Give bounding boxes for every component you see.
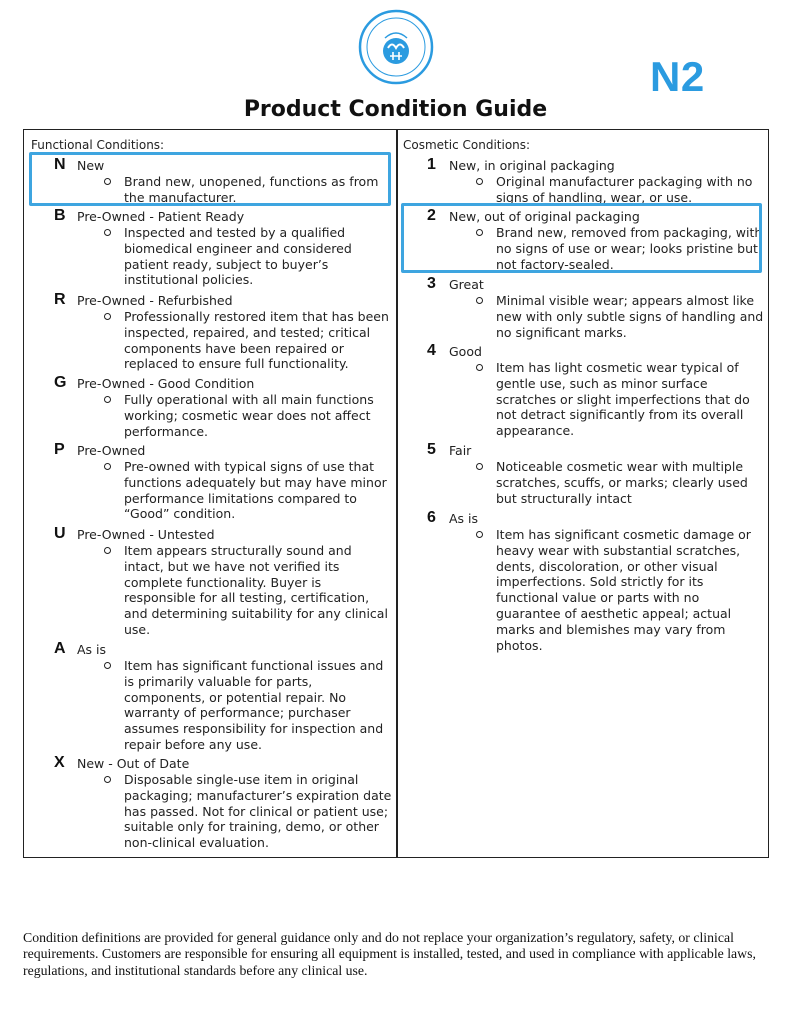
condition-label: Pre-Owned - Untested (77, 527, 215, 542)
condition-code: R (54, 291, 66, 308)
bullet-icon (104, 776, 111, 783)
condition-description: Fully operational with all main functions working; cosmetic wear does not affect performance. (124, 392, 374, 439)
condition-code: P (54, 441, 65, 458)
condition-description: Item has significant functional issues and is primarily valuable for parts, components, or potential repair. No warranty of performance; purchaser assumes responsibility for inspection and repair before any use. (124, 658, 384, 752)
bullet-icon (476, 297, 483, 304)
condition-label: Good (449, 344, 482, 359)
disclaimer-text: Condition definitions are provided for general guidance only and do not replace your organization’s regulatory, safety, or clinical requirements. Customers are responsible for ensuring all equipment is installed, tested, and used in compliance with applicable laws, regulations, and institutional standards before any clinical use. (23, 930, 756, 978)
logo-graphic (357, 8, 435, 86)
condition-description: Item has significant cosmetic damage or heavy wear with substantial scratches, dents, discoloration, or other visual imperfections. Sold strictly for its functional value or parts with no guarantee of aesthetic appeal; actual marks and blemishes may vary from photos. (496, 527, 751, 653)
condition-description: Pre-owned with typical signs of use that functions adequately but may have minor performance limitations compared to “Good” condition. (124, 459, 387, 522)
column-divider (396, 130, 398, 857)
bullet-icon (476, 364, 483, 371)
condition-description: Noticeable cosmetic wear with multiple scratches, scuffs, or marks; clearly used but structurally intact (496, 459, 748, 506)
condition-code: 2 (427, 207, 436, 224)
condition-label: New, out of original packaging (449, 209, 640, 224)
condition-code: A (54, 640, 66, 657)
condition-description: Professionally restored item that has been inspected, repaired, and tested; critical components have been repaired or replaced to ensure full functionality. (124, 309, 389, 372)
condition-description: Disposable single-use item in original packaging; manufacturer’s expiration date has passed. Not for clinical or patient use; suitable only for training, demo, or other non-clinical evaluation. (124, 772, 392, 851)
bullet-icon (104, 396, 111, 403)
condition-label: Pre-Owned - Refurbished (77, 293, 233, 308)
cosmetic-heading: Cosmetic Conditions: (403, 138, 531, 152)
condition-description: Inspected and tested by a qualified biomedical engineer and considered patient ready, subject to buyer’s institutional policies. (124, 225, 352, 288)
bullet-icon (104, 547, 111, 554)
condition-code: 3 (427, 275, 436, 292)
drpals-logo (357, 8, 435, 86)
condition-label: New (77, 158, 105, 173)
condition-description: Item has light cosmetic wear typical of gentle use, such as minor surface scratches or slight imperfections that do not detract significantly from its overall appearance. (496, 360, 750, 439)
condition-label: Pre-Owned - Good Condition (77, 376, 255, 391)
condition-description: Brand new, removed from packaging, with no signs of use or wear; looks pristine but not factory-sealed. (496, 225, 763, 272)
condition-label: Pre-Owned - Patient Ready (77, 209, 245, 224)
condition-description: Brand new, unopened, functions as from the manufacturer. (124, 174, 379, 205)
condition-code: 6 (427, 509, 436, 526)
bullet-icon (476, 178, 483, 185)
condition-code-badge: N2 (650, 53, 705, 100)
condition-code: N (54, 156, 66, 173)
condition-label: Pre-Owned (77, 443, 146, 458)
condition-description: Original manufacturer packaging with no signs of handling, wear, or use. (496, 174, 753, 205)
bullet-icon (104, 178, 111, 185)
condition-code: G (54, 374, 67, 391)
bullet-icon (104, 463, 111, 470)
condition-label: As is (449, 511, 479, 526)
condition-label: Fair (449, 443, 472, 458)
bullet-icon (476, 463, 483, 470)
condition-code: 5 (427, 441, 436, 458)
page-title: Product Condition Guide (243, 97, 548, 122)
condition-label: As is (77, 642, 107, 657)
condition-code: 4 (427, 342, 436, 359)
bullet-icon (104, 662, 111, 669)
functional-heading: Functional Conditions: (31, 138, 165, 152)
bullet-icon (476, 531, 483, 538)
condition-description: Minimal visible wear; appears almost like new with only subtle signs of handling and no significant marks. (496, 293, 764, 340)
condition-label: New - Out of Date (77, 756, 190, 771)
condition-code: B (54, 207, 66, 224)
condition-code: U (54, 525, 66, 542)
condition-label: New, in original packaging (449, 158, 615, 173)
bullet-icon (476, 229, 483, 236)
condition-code: X (54, 754, 65, 771)
condition-description: Item appears structurally sound and intact, but we have not verified its complete functionality. Buyer is responsible for all testing, certification, and determining suitability for any clinical use. (124, 543, 388, 637)
bullet-icon (104, 229, 111, 236)
condition-code: 1 (427, 156, 436, 173)
bullet-icon (104, 313, 111, 320)
condition-label: Great (449, 277, 484, 292)
